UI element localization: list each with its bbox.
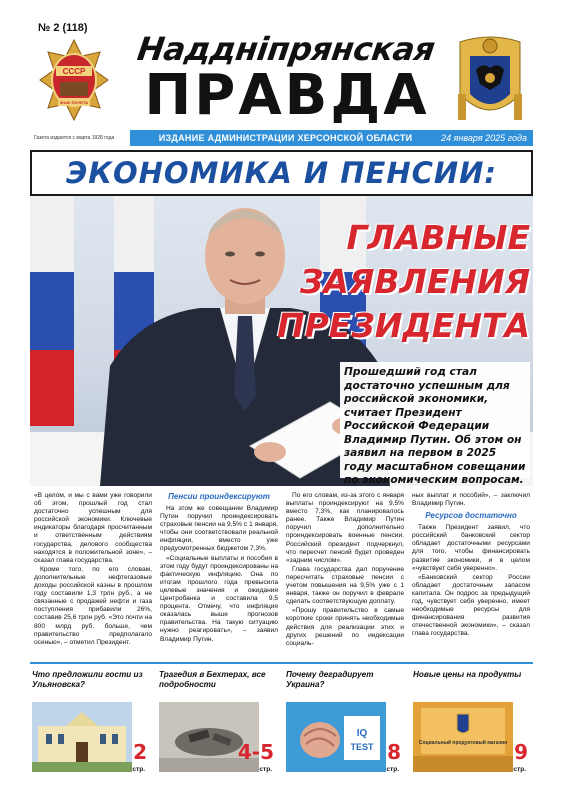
article-columns	[34, 492, 534, 658]
flag-left	[30, 196, 74, 426]
hero-subtitle-line-1: ГЛАВНЫЕ	[346, 218, 530, 257]
teaser-page-label: стр.	[386, 766, 399, 773]
edition-title: ИЗДАНИЕ АДМИНИСТРАЦИИ ХЕРСОНСКОЙ ОБЛАСТИ	[158, 133, 413, 143]
newspaper-title-top: Наддніпрянская	[135, 30, 437, 68]
edition-bar	[30, 130, 533, 146]
teaser-title: Что предложили гости из Ульяновска?	[32, 670, 143, 689]
paragraph: ных выплат и пособий», – заключил Владимир Путин.	[412, 492, 530, 508]
teaser-title: Почему деградирует Украина?	[286, 670, 374, 689]
article-column-1	[34, 492, 152, 658]
teaser-page-number: 4-5	[237, 740, 274, 764]
teaser-ukraine[interactable]	[284, 670, 405, 788]
building-photo	[32, 702, 132, 772]
teaser-strip	[30, 670, 533, 788]
badge-text: СССР	[62, 67, 86, 76]
headline-box	[30, 150, 533, 196]
main-headline: ЭКОНОМИКА И ПЕНСИИ:	[65, 156, 498, 190]
issue-date: 24 января 2025 года	[441, 133, 527, 143]
badge-caption: ЗНАК ПОЧЕТА	[59, 100, 89, 105]
teaser-page-label: стр.	[513, 766, 526, 773]
section-divider	[30, 662, 533, 664]
paragraph: «В целом, и мы с вами уже говорили об этом, прошлый год стал достаточно успешным для российской экономики. Ключевые индикаторы благодаря просчитанным и ответственным действиям государства, делового сообщества находятся в положительной зоне», – сказал глава государства.	[34, 492, 152, 564]
article-column-4	[412, 492, 530, 658]
teaser-page-number: 8	[387, 740, 401, 764]
article-column-3	[286, 492, 404, 658]
teaser-page-label: стр.	[259, 766, 272, 773]
teaser-prices[interactable]	[411, 670, 532, 788]
paragraph: «Прошу правительство в самые короткие сроки принять необходимые действия для реализации этих и других решений по индексации социаль-	[286, 607, 404, 647]
paragraph: Также Президент заявил, что российский банковский сектор обладает достаточными ресурсами для того, чтобы финансировать развитие экономики, и в целом «чувствует себя уверенно».	[412, 524, 530, 572]
test-label: TEST	[350, 742, 374, 752]
lead-box	[340, 362, 530, 486]
iq-test-photo	[286, 702, 386, 772]
teaser-page-number: 2	[133, 740, 147, 764]
lead-paragraph: Прошедший год стал достаточно успешным для российской экономики, считает Президент Российской Федерации Владимир Путин. Об этом он заявил на первом в 2025 году масштабном совещании по экономическим вопросам.	[344, 366, 526, 486]
section-heading-pensions: Пенсии проиндексируют	[168, 492, 270, 501]
hero-subtitle-line-3: ПРЕЗИДЕНТА	[276, 306, 530, 345]
paragraph: «Социальные выплаты и пособия в этом году будут проиндексированы на фактическую инфляцию. Она по итогам прошлого года превысила целевые значения и ожидания Центробанка и составила 9,5 процента. Отмечу, что инфляция оказалась выше прогнозов правительства. На такую ситуацию нужно реагировать», – заявил Владимир Путин.	[160, 554, 278, 643]
paragraph: «Банковский сектор России обладает достаточным запасом капитала. Он подрос за предыдущий год, чувствует себя уверенно, имеет необходимые ресурсы для финансирования развития отечественной экономики», – сказал глава государства.	[412, 573, 530, 638]
hero-photo	[30, 196, 533, 486]
store-sign-photo	[413, 702, 513, 772]
hero-subtitle-line-2: ЗАЯВЛЕНИЯ	[299, 262, 530, 301]
teaser-ulyanovsk[interactable]	[30, 670, 151, 788]
iq-label: IQ	[356, 728, 368, 739]
order-badge-icon	[38, 38, 110, 122]
paragraph: По его словам, из-за этого с января выплаты проиндексируют на 9,5% вместо 7,3%, как планировалось ранее. Также Владимир Путин поручил дополнительно проиндексировать военные пенсии. Российский президент подчеркнул, что пересчет пенсий будет проведен «задним числом».	[286, 492, 404, 564]
teaser-bekhtery[interactable]	[157, 670, 278, 788]
paragraph: На этом же совещании Владимир Путин поручил проиндексировать страховые пенсии на 9,5% с 1 января, чтобы они соответствовали реальной инфляции, вместо уже предусмотренных бюджетом 7,3%.	[160, 505, 278, 553]
issue-number: № 2 (118)	[38, 22, 88, 34]
article-column-2	[160, 492, 278, 658]
teaser-title: Трагедия в Бехтерах, все подробности	[159, 670, 266, 689]
teaser-page-label: стр.	[132, 766, 145, 773]
kherson-coat-of-arms-icon	[452, 34, 528, 126]
newspaper-title-bottom: ПРАВДА	[144, 63, 430, 128]
paragraph: Кроме того, по его словам, дополнительные нефтегазовые доходы российской казны в прошлом году составили 1,3 трлн руб., а не связанные с продажей нефти и газа поступления прибавили 26%, составив 25,6 трлн руб. «Это почти на 800 млрд руб. больше, чем правительство предполагало осенью», – отметил Президент.	[34, 565, 152, 646]
hero-subtitle	[254, 216, 530, 348]
masthead	[0, 0, 563, 143]
section-heading-resources: Ресурсов достаточно	[425, 511, 517, 521]
publication-since: Газета издается с марта 1928 года	[30, 130, 130, 146]
store-sign-text: Социальный продуктовый магазин	[418, 740, 508, 746]
teaser-title: Новые цены на продукты	[413, 670, 522, 679]
teaser-page-number: 9	[514, 740, 528, 764]
paragraph: Глава государства дал поручение пересчитать страховые пенсии с учетом повышения на 9,5% уже с 1 января, также он поручил в феврале сделать соответствующую доплату.	[286, 565, 404, 606]
